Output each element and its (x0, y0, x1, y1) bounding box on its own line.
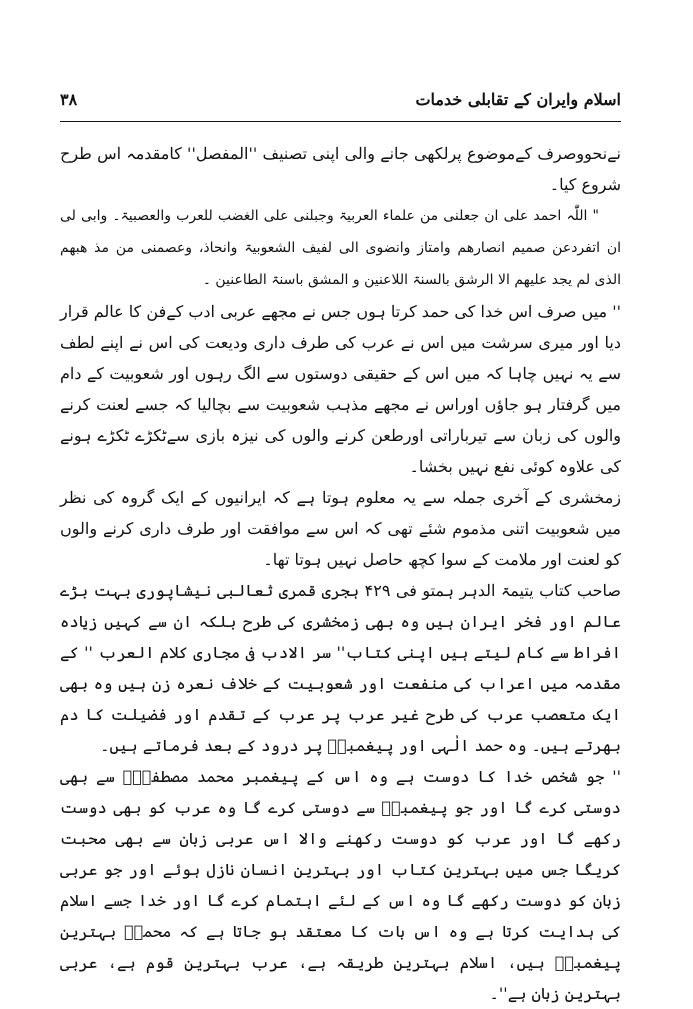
page-number: ۳۸ (60, 90, 78, 109)
urdu-translation: '' میں صرف اس خدا کی حمد کرتا ہوں جس نے مجھے عربی ادب کےفن کا عالم قرار دیا اور میری سرشت میں اس نے عرب کی طرف داری ودیعت کی اس نے اپنے لطف سے یہ نہیں چاہا کہ میں اس کے حقیقی دوستوں سے الگ رہوں اور شعوبیت کے دام میں گرفتار ہو جاؤں اوراس نے مجھے مذہب شعوبیت سے بچالیا کہ جسے لعنت کرنے والوں کی زبان سے تیرباراتی اورطعن کرنے والوں کی نیزہ بازی سےٹکڑے ٹکڑے ہونے کی علاوہ کوئی نفع نہیں بخشا۔ (60, 302, 621, 476)
paragraph-thaalibi: صاحب کتاب یتیمۃ الدہر ہمتو فی ۴۲۹ ہجری قمری ثعالبی نیشاپوری بہت بڑے عالم اور فخر ایران ہیں وہ بھی زمخشری کی طرح بلکہ ان سے کہیں زیادہ افراط سے کام لیتے ہیں اپنی کتاب'' سر الادب فی مجاری کلام العرب '' کے مقدمہ میں اعراب کی منفعت اور شعوبیت کے خلاف نعرہ زن ہیں وہ بھی ایک متعصب عرب کی طرح غیر عرب پر عرب کے تقدم اور فضیلت کا دم بھرتے ہیں۔ وہ حمد الٰہی اور پیغمبرؐ پر درود کے بعد فرماتے ہیں۔ (60, 581, 622, 755)
running-title: اسلام وایران کے تقابلی خدمات (415, 90, 621, 109)
intro-line: نےنحووصرف کےموضوع پرلکھی جانے والی اپنی تصنیف ''المفصل'' کامقدمہ اس طرح شروع کیا۔ (60, 144, 621, 194)
closing-quote: '' جو شخص خدا کا دوست ہے وہ اس کے پیغمبر محمد مصطفیٰؐ سے بھی دوستی کرے گا اور جو پیغمبرؐ سے دوستی کرے گا وہ عرب کو بھی دوست رکھے گا اور عرب کو دوست رکھنے والا اس عربی زبان سے بھی محبت کریگا جس میں بہترین کتاب اور بہترین انسان نازل ہوئے اور جو عربی زبان کو دوست رکھے گا وہ اس کے لئے اہتمام کرے گا اور خدا جسے اسلام کی ہدایت کرتا ہے وہ اس بات کا معتقد ہو جاتا ہے کہ محمدؐ بہترین پیغمبرؐ ہیں، اسلام بہترین طریقہ ہے، عرب بہترین قوم ہے، عربی بہترین زبان ہے''۔ (60, 767, 621, 1003)
paragraph-zamakhshari: زمخشری کے آخری جملہ سے یہ معلوم ہوتا ہے کہ ایرانیوں کے ایک گروہ کی نظر میں شعوبیت اتنی مذموم شئے تھی کہ اس سے موافقت اور طرف داری کرنے والوں کو لعنت اور ملامت کے سوا کچھ حاصل نہیں ہوتا تھا۔ (60, 488, 621, 569)
page-body (60, 138, 621, 1009)
header-divider (60, 121, 621, 122)
arabic-quote: " اللّٰہ احمد علی ان جعلنی من علماء العربیۃ وجبلنی علی الغضب للعرب والعصبیۃ۔ وابی لی ان اتفردعن صمیم انصارھم وامتاز وانضوی الی لفیف الشعوبیۃ وانحاذ، وعصمنی من مذ ھبھم الذی لم یجد علیھم الا الرشق بالسنۃ اللاعنین و المشق باسنۃ الطاعنین ۔ (60, 208, 621, 288)
page-header (60, 90, 621, 118)
